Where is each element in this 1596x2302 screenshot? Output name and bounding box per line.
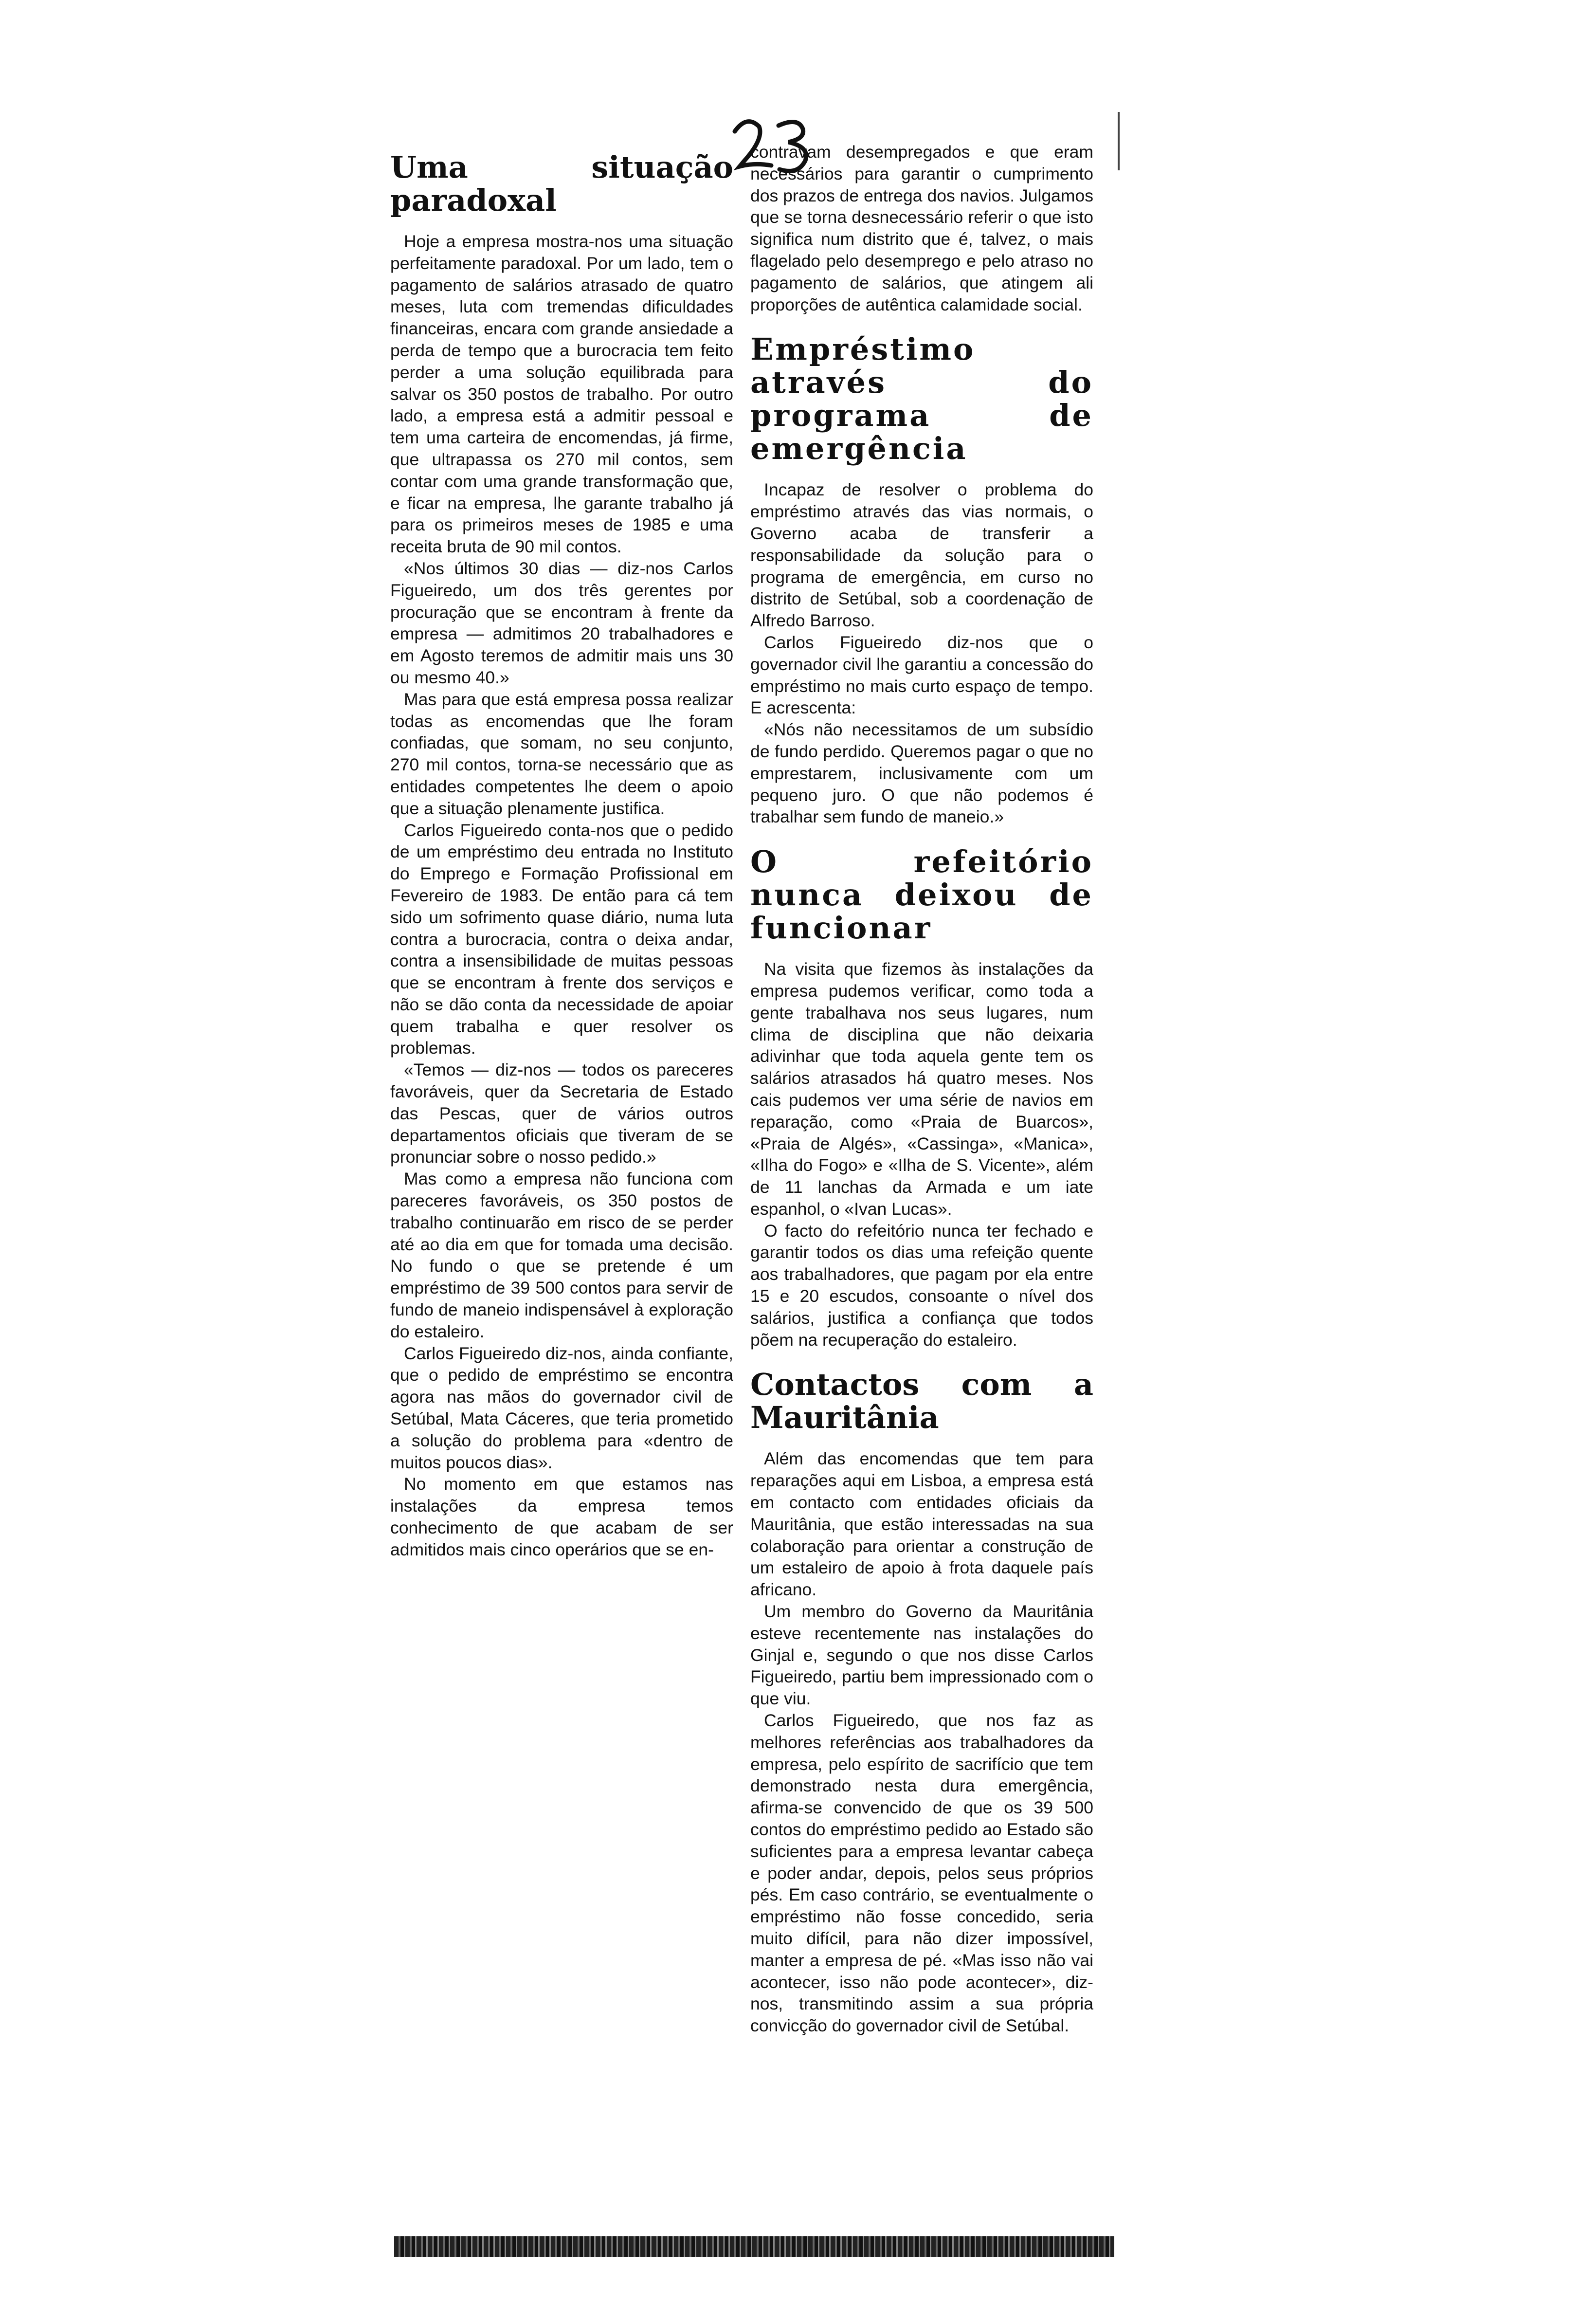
margin-scan-mark [1117,112,1121,170]
heading-contactos: Contactos com a Mauritânia [750,1367,1093,1436]
paragraph: Carlos Figueiredo conta-nos que o pedido de um empréstimo deu entrada no Instituto do Emprego e Formação Profissional em Fevereiro de 1983. De então para cá tem sido um sofrimento quase diário, numa luta contra a burocracia, contra o deixa andar, contra a insensibilidade de muitas pessoas que se encontram à frente dos serviços e não se dão conta da necessidade de apoiar quem trabalha e quer resolver os problemas. [390,820,733,1058]
paragraph: No momento em que estamos nas instalações da empresa temos conhecimento de que acabam de ser admitidos mais cinco operários que se en- [390,1474,733,1559]
bottom-scan-band [394,2236,1114,2257]
paragraph: Carlos Figueiredo diz-nos, ainda confiante, que o pedido de empréstimo se encontra agora nas mãos do governador civil de Setúbal, Mata Cáceres, que teria prometido a solução do problema para «dentro de muitos poucos dias». [390,1343,733,1472]
paragraph: Um membro do Governo da Mauritânia esteve recentemente nas instalações do Ginjal e, segundo o que nos disse Carlos Figueiredo, partiu bem impressionado com o que viu. [750,1602,1093,1709]
paragraph: Carlos Figueiredo, que nos faz as melhores referências aos trabalhadores da empresa, pelo espírito de sacrifício que tem demonstrado nesta dura emergência, afirma-se convencido de que os 39 500 contos do empréstimo pedido ao Estado são suficientes para a empresa levantar cabeça e poder andar, depois, pelos seus próprios pés. Em caso contrário, se eventualmente o empréstimo não fosse concedido, seria muito difícil, para não dizer impossível, manter a empresa de pé. «Mas isso não vai acontecer, isso não pode acontecer», diz-nos, transmitindo assim a sua própria convicção do governador civil de Setúbal. [750,1711,1093,2036]
right-column [750,141,1093,2037]
paragraph: «Nós não necessitamos de um subsídio de fundo perdido. Queremos pagar o que no emprestarem, inclusivamente com um pequeno juro. O que não podemos é trabalhar sem fundo de maneio.» [750,720,1093,827]
paragraph: Além das encomendas que tem para reparações aqui em Lisboa, a empresa está em contacto com entidades oficiais da Mauritânia, que estão interessadas na sua colaboração para orientar a construção de um estaleiro de apoio à frota daquele país africano. [750,1449,1093,1600]
paragraph: «Nos últimos 30 dias — diz-nos Carlos Figueiredo, um dos três gerentes por procuração que se encontram à frente da empresa — admitimos 20 trabalhadores e em Agosto teremos de admitir mais uns 30 ou mesmo 40.» [390,558,733,687]
heading-refeitorio: O refeitório nunca deixou de funcionar [750,844,1093,946]
paragraph: Carlos Figueiredo diz-nos que o governador civil lhe garantiu a concessão do empréstimo no mais curto espaço de tempo. E acrescenta: [750,632,1093,718]
paragraph: Mas para que está empresa possa realizar todas as encomendas que lhe foram confiadas, que somam, no seu conjunto, 270 mil contos, torna-se necessário que as entidades competentes lhe deem o apoio que a situação plenamente justifica. [390,689,733,818]
paragraph: «Temos — diz-nos — todos os pareceres favoráveis, quer da Secretaria de Estado das Pescas, quer de vários outros departamentos oficiais que tiveram de se pronunciar sobre o nosso pedido.» [390,1060,733,1167]
paragraph: O facto do refeitório nunca ter fechado e garantir todos os dias uma refeição quente aos trabalhadores, que pagam por ela entre 15 e 20 escudos, consoante o nível dos salários, justifica a confiança que todos põem na recuperação do estaleiro. [750,1221,1093,1350]
paragraph: Incapaz de resolver o problema do empréstimo através das vias normais, o Governo acaba de transferir a responsabilidade da solução para o programa de emergência, em curso no distrito de Setúbal, sob a coordenação de Alfredo Barroso. [750,480,1093,631]
paragraph: Na visita que fizemos às instalações da empresa pudemos verificar, como toda a gente trabalhava nos seus lugares, num clima de disciplina que não deixaria adivinhar que toda aquela gente tem os salários atrasados há quatro meses. Nos cais pudemos ver uma série de navios em reparação, como «Praia de Buarcos», «Praia de Algés», «Cassinga», «Manica», «Ilha do Fogo» e «Ilha de S. Vicente», além de 11 lanchas da Armada e um iate espanhol, o «Ivan Lucas». [750,959,1093,1219]
newspaper-clipping [375,112,1143,2302]
heading-emprestimo: Empréstimo através do programa de emergência [750,331,1093,467]
heading-uma-situacao: Uma situação paradoxal [390,149,733,218]
left-column [390,151,733,1561]
paragraph: Mas como a empresa não funciona com pareceres favoráveis, os 350 postos de trabalho continuarão em risco de se perder até ao dia em que for tomada uma decisão. No fundo o que se pretende é um empréstimo de 39 500 contos para servir de fundo de maneio indispensável à exploração do estaleiro. [390,1169,733,1341]
continuation-paragraph: contravam desempregados e que eram necessários para garantir o cumprimento dos prazos de entrega dos navios. Julgamos que se torna desnecessário referir o que isto significa num distrito que é, talvez, o mais flagelado pelo desemprego e pelo atraso no pagamento de salários, que atingem ali proporções de autêntica calamidade social. [750,142,1093,314]
paragraph: Hoje a empresa mostra-nos uma situação perfeitamente paradoxal. Por um lado, tem o pagamento de salários atrasado de quatro meses, luta com tremendas dificuldades financeiras, encara com grande ansiedade a perda de tempo que a burocracia tem feito perder a uma solução equilibrada para salvar os 350 postos de trabalho. Por outro lado, a empresa está a admitir pessoal e tem uma carteira de encomendas, já firme, que ultrapassa os 270 mil contos, sem contar com uma grande transformação que, e ficar na empresa, lhe garante trabalho já para os primeiros meses de 1985 e uma receita bruta de 90 mil contos. [390,232,733,557]
